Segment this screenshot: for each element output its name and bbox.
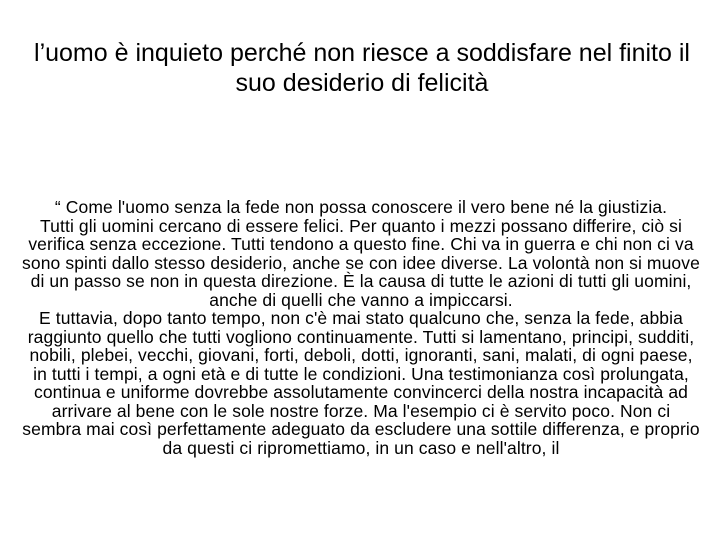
paragraph-faith: E tuttavia, dopo tanto tempo, non c'è mai stato qualcuno che, senza la fede, abbia raggiunto quello che tutti vogliono continuamente. Tutti si lamentano, principi, sudditi, nobili, plebei, vecchi, giovani, forti, deboli, dotti, ignoranti, sani, malati, di ogni paese, in tutti i tempi, a ogni età e di tutte le condizioni. Una testimonianza così prolungata, continua e uniforme dovrebbe assolutamente convincerci della nostra incapacità ad arrivare al bene con le sole nostre forze. Ma l'esempio ci è servito poco. Non ci sembra mai così perfettamente adeguato da escludere una sottile differenza, e proprio da questi ci ripromettiamo, in un caso e nell'altro, il <box>22 308 700 458</box>
slide-title: l’uomo è inquieto perché non riesce a soddisfare nel finito il suo desiderio di felicità <box>34 39 690 97</box>
paragraph-intro: “ Come l'uomo senza la fede non possa conoscere il vero bene né la giustizia. <box>54 197 668 217</box>
paragraph-happiness: Tutti gli uomini cercano di essere felici. Per quanto i mezzi possano differire, ciò si verifica senza eccezione. Tutti tendono a questo fine. Chi va in guerra e chi non ci va sono spinti dallo stesso desiderio, anche se con idee diverse. La volontà non si muove di un passo se non in questa direzione. È la causa di tutte le azioni di tutti gli uomini, anche di quelli che vanno a impiccarsi. <box>22 215 700 310</box>
body-text <box>22 198 700 457</box>
